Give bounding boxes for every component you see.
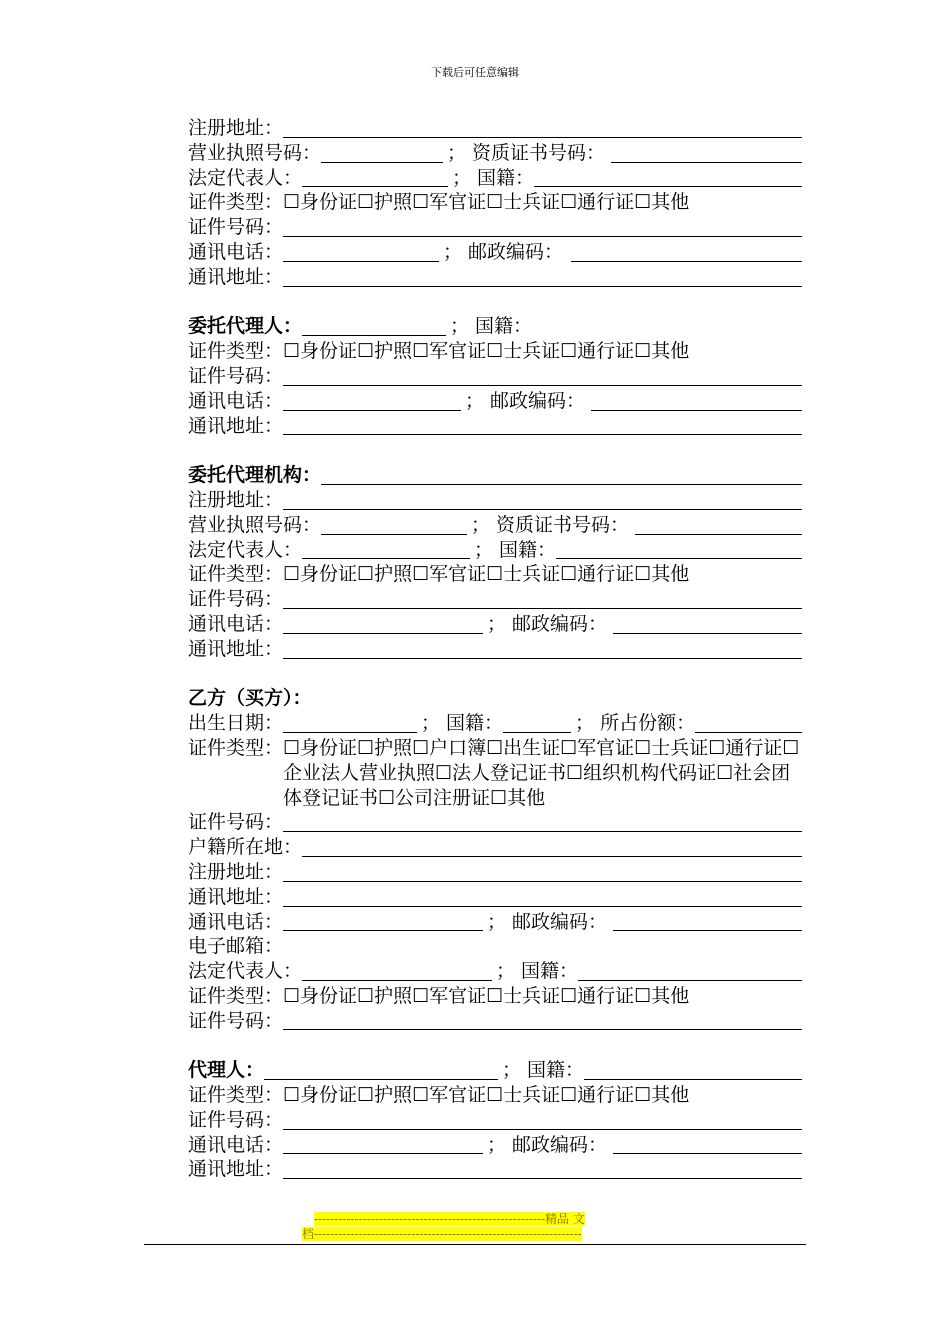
row-reg-addr [188,860,802,885]
label-address: 通讯地址： [188,265,284,288]
label-phone: 通讯电话： [188,1133,284,1156]
address-field[interactable] [283,416,802,435]
label-nationality: 国籍： [499,538,557,561]
separator: ； [474,538,494,561]
qual-cert-field[interactable] [611,144,802,163]
separator: ； [487,1133,507,1156]
party-b-id-type-options[interactable]: ☐身份证☐护照☐户口簿☐出生证☐军官证☐士兵证☐通行证☐企业法人营业执照☐法人登记证书☐组织机构代码证☐社会团体登记证书☐公司注册证☐其他 [283,736,800,809]
separator: ； [487,910,507,933]
label-nationality: 国籍： [521,960,579,983]
row-phone [188,910,802,935]
id-number-field[interactable] [283,590,802,609]
postcode-field[interactable] [613,615,802,634]
label-agency: 委托代理机构： [188,464,322,487]
label-phone: 通讯电话： [188,240,284,263]
label-phone: 通讯电话： [188,910,284,933]
id-type-options[interactable]: ☐身份证☐护照☐军官证☐士兵证☐通行证☐其他 [283,191,690,214]
label-id-type: 证件类型： [188,984,284,1007]
separator: ； [421,712,441,735]
row-id-type [188,984,802,1009]
id-number-field[interactable] [283,813,802,832]
contract-form [188,116,802,1182]
separator: ； [447,141,467,164]
label-nationality: 国籍： [527,1059,585,1082]
label-proxy: 代理人： [188,1059,265,1082]
page-header: 下载后可任意编辑 [431,66,519,79]
qual-cert-field[interactable] [635,516,802,535]
label-id-type: 证件类型： [188,736,284,759]
row-biz-license [188,141,802,166]
separator: ； [465,389,485,412]
row-id-number [188,364,802,389]
nationality-field[interactable] [578,962,802,981]
footer-line-1: ---------------------------------------------------------精品 文 [314,1212,585,1226]
phone-field[interactable] [283,392,461,411]
phone-field[interactable] [283,243,439,262]
label-id-number: 证件号码： [188,1009,284,1032]
row-id-type [188,339,802,364]
bottom-divider [144,1244,806,1245]
address-field[interactable] [283,268,802,287]
biz-license-field[interactable] [321,144,443,163]
proxy-field[interactable] [264,1061,498,1080]
address-field[interactable] [283,640,802,659]
row-legal-rep [188,959,802,984]
id-type-options[interactable]: ☐身份证☐护照☐军官证☐士兵证☐通行证☐其他 [283,340,690,363]
phone-field[interactable] [283,615,483,634]
row-legal-rep [188,166,802,191]
label-qual-cert: 资质证书号码： [496,513,630,536]
separator: ； [575,712,595,735]
phone-field[interactable] [283,912,483,931]
row-id-number [188,1009,802,1034]
row-agency [188,463,802,488]
row-address [188,414,802,439]
postcode-field[interactable] [613,912,802,931]
postcode-field[interactable] [613,1135,802,1154]
row-agent [188,314,802,339]
label-legal-rep: 法定代表人： [188,166,303,189]
row-id-type [188,190,802,215]
label-id-number: 证件号码： [188,216,284,239]
row-proxy [188,1058,802,1083]
id-number-field[interactable] [283,1011,802,1030]
row-id-number [188,810,802,835]
label-address: 通讯地址： [188,1158,284,1181]
row-reg-addr [188,116,802,141]
label-biz-license: 营业执照号码： [188,141,322,164]
biz-license-field[interactable] [321,516,467,535]
label-legal-rep: 法定代表人： [188,538,303,561]
row-id-type [188,1083,802,1108]
label-reg-addr: 注册地址： [188,488,284,511]
postcode-field[interactable] [591,392,802,411]
separator: ； [452,166,472,189]
label-postcode: 邮政编码： [490,389,586,412]
label-id-number: 证件号码： [188,588,284,611]
row-id-type [188,562,802,587]
legal-rep-field[interactable] [302,962,492,981]
row-address [188,265,802,290]
nationality-field[interactable] [534,168,802,187]
footer-watermark [302,1212,648,1242]
label-reg-addr: 注册地址： [188,117,284,139]
row-id-number [188,1108,802,1133]
row-phone [188,240,802,265]
reg-addr-field[interactable] [283,119,802,138]
row-phone [188,1133,802,1158]
separator: ； [443,240,463,263]
row-party-b-id-type [188,736,802,810]
label-legal-rep: 法定代表人： [188,960,303,983]
row-address [188,637,802,662]
separator: ； [496,960,516,983]
label-email: 电子邮箱： [188,935,284,958]
row-address [188,1157,802,1182]
row-biz-license [188,513,802,538]
nationality-field[interactable] [584,1061,802,1080]
row-id-number [188,587,802,612]
agency-field[interactable] [321,466,802,485]
reg-addr-field[interactable] [283,491,802,510]
postcode-field[interactable] [571,243,802,262]
share-field[interactable] [695,714,802,733]
row-birth-date [188,711,802,736]
label-nationality: 国籍： [477,166,535,189]
footer-line-2: 档------------------------------------------------------------------ [302,1227,582,1241]
label-agent: 委托代理人： [188,315,303,338]
id-number-field[interactable] [283,1111,802,1130]
label-postcode: 邮政编码： [468,240,564,263]
label-id-number: 证件号码： [188,364,284,387]
id-number-field[interactable] [283,218,802,237]
label-id-type: 证件类型： [188,340,284,363]
nationality-field[interactable] [556,540,802,559]
label-address: 通讯地址： [188,637,284,660]
id-number-field[interactable] [283,367,802,386]
id-type-options[interactable]: ☐身份证☐护照☐军官证☐士兵证☐通行证☐其他 [283,563,690,586]
row-phone [188,389,802,414]
row-email [188,934,802,959]
household-field[interactable] [302,838,802,857]
row-household [188,835,802,860]
label-id-type: 证件类型： [188,1084,284,1107]
nationality-field[interactable] [503,714,571,733]
label-id-type: 证件类型： [188,563,284,586]
label-household: 户籍所在地： [188,836,303,859]
label-address: 通讯地址： [188,414,284,437]
row-phone [188,612,802,637]
id-type-options[interactable]: ☐身份证☐护照☐军官证☐士兵证☐通行证☐其他 [283,984,690,1007]
label-postcode: 邮政编码： [512,910,608,933]
label-qual-cert: 资质证书号码： [472,141,606,164]
label-postcode: 邮政编码： [512,1133,608,1156]
legal-rep-field[interactable] [302,540,470,559]
label-nationality: 国籍： [475,315,533,338]
label-phone: 通讯电话： [188,612,284,635]
row-id-number [188,215,802,240]
birth-date-field[interactable] [283,714,417,733]
legal-rep-field[interactable] [302,168,448,187]
separator: ； [487,612,507,635]
label-nationality: 国籍： [446,712,504,735]
label-address: 通讯地址： [188,885,284,908]
section-title-party-b: 乙方（买方）： [188,687,312,710]
reg-addr-field[interactable] [283,863,802,882]
label-id-number: 证件号码： [188,1108,284,1131]
separator: ； [471,513,491,536]
label-birth-date: 出生日期： [188,712,284,735]
label-postcode: 邮政编码： [512,612,608,635]
separator: ； [450,315,470,338]
row-party-b [188,686,802,711]
label-biz-license: 营业执照号码： [188,513,322,536]
label-id-type: 证件类型： [188,191,284,214]
row-address [188,885,802,910]
agent-field[interactable] [302,317,446,336]
row-reg-addr [188,488,802,513]
row-legal-rep [188,538,802,563]
label-phone: 通讯电话： [188,389,284,412]
separator: ； [502,1059,522,1082]
id-type-options[interactable]: ☐身份证☐护照☐军官证☐士兵证☐通行证☐其他 [283,1084,690,1107]
label-reg-addr: 注册地址： [188,860,284,883]
label-id-number: 证件号码： [188,811,284,834]
address-field[interactable] [283,1160,802,1179]
label-share: 所占份额： [600,712,696,735]
phone-field[interactable] [283,1135,483,1154]
address-field[interactable] [283,888,802,907]
